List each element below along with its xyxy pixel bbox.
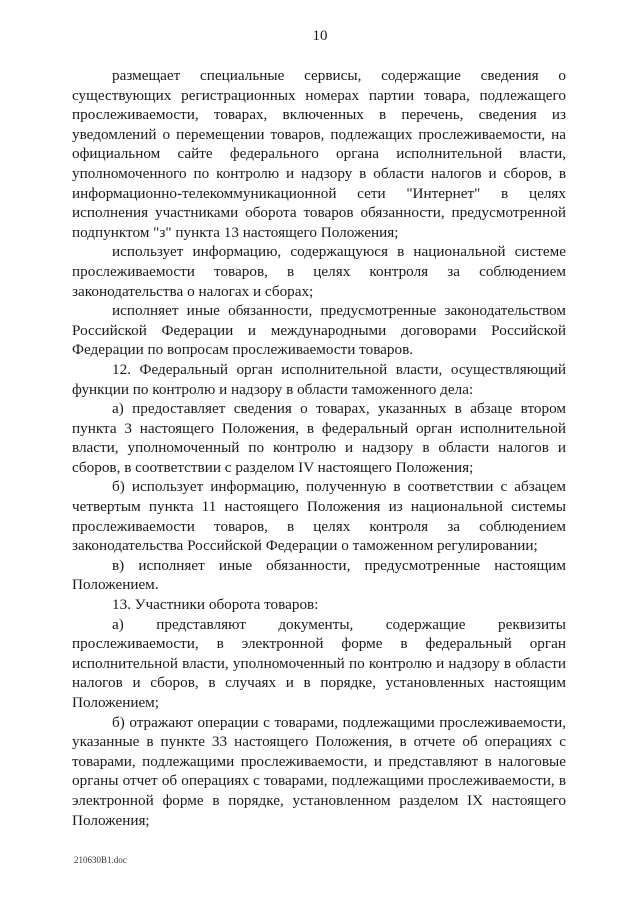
paragraph: а) предоставляет сведения о товарах, указанных в абзаце втором пункта 3 настоящего Положения, в федеральный орган исполнительной власти, уполномоченный по контролю и надзору в области налогов и сборов, в соответствии с разделом IV настоящего Положения; (72, 400, 566, 476)
paragraph: б) отражают операции с товарами, подлежащими прослеживаемости, указанные в пункте 33 настоящего Положения, в отчете об операциях с товарами, подлежащими прослеживаемости, и представляют в налоговые органы отчет об операциях с товарами, подлежащими прослеживаемости, в электронной форме в порядке, установленном разделом IX настоящего Положения; (72, 713, 566, 829)
paragraph: использует информацию, содержащуюся в национальной системе прослеживаемости товаров, в целях контроля за соблюдением законодательства о налогах и сборах; (72, 243, 566, 300)
paragraph: 12. Федеральный орган исполнительной власти, осуществляющий функции по контролю и надзору в области таможенного дела: (72, 360, 566, 398)
paragraph: б) использует информацию, полученную в соответствии с абзацем четвертым пункта 11 настоящего Положения из национальной системы прослеживаемости товаров, в целях контроля за соблюдением законодательства Российской Федерации о таможенном регулировании; (72, 478, 566, 555)
document-body (72, 66, 566, 830)
paragraph: а) представляют документы, содержащие реквизиты прослеживаемости, в электронной форме в федеральный орган исполнительной власти, уполномоченный по контролю и надзору в области налогов и сборов, в случаях и в порядке, установленных настоящим Положением; (72, 615, 566, 711)
paragraph: 13. Участники оборота товаров: (112, 596, 319, 614)
paragraph: в) исполняет иные обязанности, предусмотренные настоящим Положением. (72, 556, 566, 594)
paragraph: исполняет иные обязанности, предусмотренные законодательством Российской Федерации и международными договорами Российской Федерации по вопросам прослеживаемости товаров. (72, 302, 566, 359)
page-number: 10 (312, 28, 328, 44)
paragraph: размещает специальные сервисы, содержащие сведения о существующих регистрационных номерах партии товара, подлежащего прослеживаемости, товарах, включенных в перечень, сведения из уведомлений о перемещении товаров, подлежащих прослеживаемости, на официальном сайте федерального органа исполнительной власти, уполномоченного по контролю и надзору в области налогов и сборов, в информационно-телекоммуникационной сети "Интернет" в целях исполнения участниками оборота товаров обязанности, предусмотренной подпунктом "з" пункта 13 настоящего Положения; (72, 67, 566, 241)
footer-filename: 210630В1.doc (74, 855, 127, 865)
